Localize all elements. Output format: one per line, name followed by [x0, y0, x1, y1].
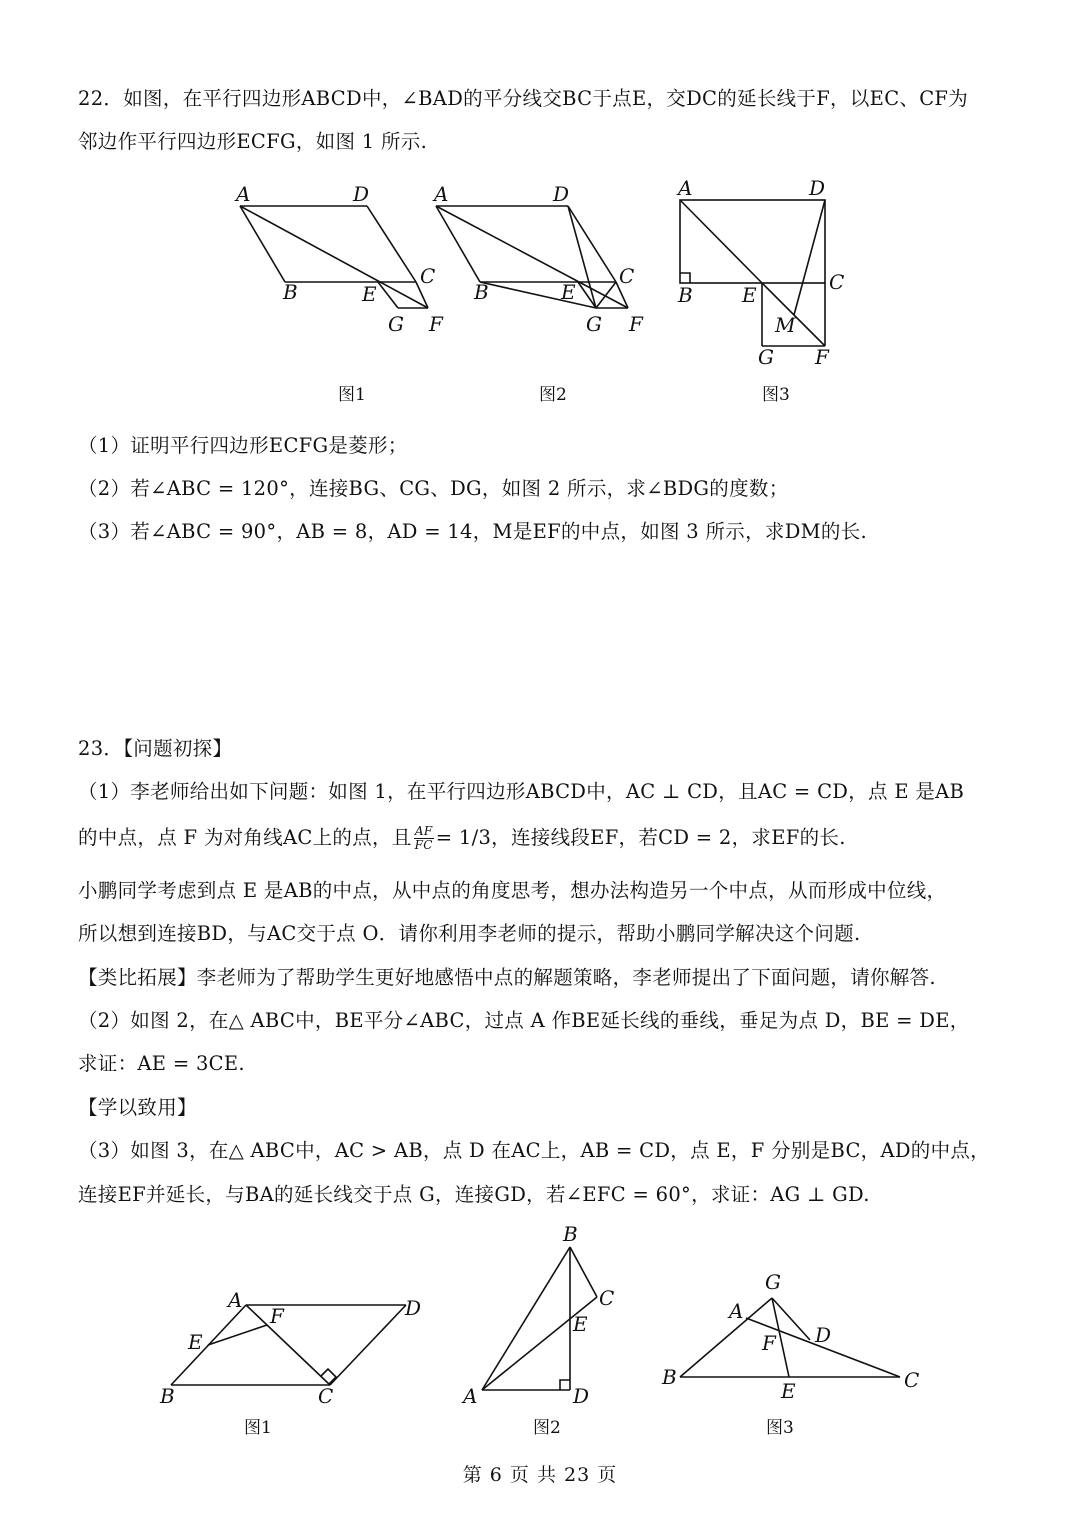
q22-f1-label-e: E	[362, 282, 377, 306]
q22-figure-2	[425, 180, 655, 410]
q22-f3-dm	[794, 200, 825, 315]
q22-f3-ae	[680, 200, 762, 283]
q23-f1-cd	[330, 1305, 406, 1385]
q23-f3-bg	[680, 1298, 772, 1377]
q23-f2-ab	[482, 1247, 570, 1390]
q22-f1-caption: 图1	[338, 385, 366, 405]
q23-f3-label-c: C	[904, 1368, 920, 1392]
q22-f2-label-g: G	[586, 312, 602, 336]
q23-f1-ac	[246, 1305, 330, 1385]
q23-p3-line-1: （3）如图 3，在△ ABC中，AC > AB，点 D 在AC上，AB = CD，点 E，F 分别是BC，AD的中点，	[78, 1139, 990, 1162]
q22-f1-label-b: B	[283, 280, 298, 304]
q23-p2-line-2: 求证：AE = 3CE.	[78, 1052, 245, 1075]
q23-hint-line-1: 小鹏同学考虑到点 E 是AB的中点，从中点的角度思考，想办法构造另一个中点，从而形成中位线，	[78, 879, 947, 902]
q23-fraction	[414, 825, 434, 852]
q22-part-1: （1）证明平行四边形ECFG是菱形；	[78, 434, 408, 457]
q22-line-2: 邻边作平行四边形ECFG，如图 1 所示.	[78, 130, 428, 153]
q23-f1-label-a: A	[228, 1288, 243, 1312]
q22-f3-label-a: A	[678, 176, 693, 200]
q22-part-3: （3）若∠ABC = 90°，AB = 8，AD = 14，M是EF的中点，如图 3 所示，求DM的长.	[78, 520, 867, 543]
q23-hint-line-2: 所以想到连接BD，与AC交于点 O．请你利用李老师的提示，帮助小鹏同学解决这个问题.	[78, 922, 861, 945]
q23-f1-label-f: F	[270, 1304, 284, 1328]
q23-p3-line-2: 连接EF并延长，与BA的延长线交于点 G，连接GD，若∠EFC = 60°，求证：AG ⊥ GD.	[78, 1183, 870, 1206]
q23-f3-label-b: B	[662, 1365, 677, 1389]
q22-f3-label-m: M	[775, 313, 796, 337]
q22-f2-bg	[480, 282, 596, 308]
q22-f2-cg	[596, 282, 616, 308]
q22-f3-label-b: B	[678, 283, 693, 307]
q23-figure-1	[150, 1285, 440, 1445]
q22-f3-label-e: E	[742, 283, 757, 307]
q22-f1-label-d: D	[353, 182, 370, 206]
q22-f2-label-c: C	[619, 264, 635, 288]
q22-f3-right-angle	[680, 273, 690, 283]
q23-f3-label-g: G	[765, 1270, 781, 1294]
q23-p1-line-1: （1）李老师给出如下问题：如图 1，在平行四边形ABCD中，AC ⊥ CD，且AC = CD，点 E 是AB	[78, 780, 965, 803]
q23-fraction-denominator: FC	[414, 838, 433, 852]
q22-f1-label-f: F	[429, 312, 443, 336]
q22-f1-dc	[367, 206, 416, 282]
q23-f3-label-e: E	[781, 1379, 796, 1403]
q22-f2-dc	[568, 206, 616, 282]
q23-f3-label-f: F	[762, 1331, 776, 1355]
q22-f2-label-b: B	[474, 280, 489, 304]
q23-figure-3	[655, 1265, 930, 1445]
page-footer: 第 6 页 共 23 页	[462, 1464, 618, 1486]
q23-f3-label-d: D	[815, 1323, 832, 1347]
q23-f2-right-angle	[560, 1380, 570, 1390]
q23-f3-label-a: A	[729, 1299, 744, 1323]
q23-f1-label-c: C	[318, 1384, 334, 1408]
q22-f1-label-c: C	[420, 264, 436, 288]
q23-f2-ac	[482, 1297, 597, 1390]
q22-f2-label-a: A	[434, 182, 449, 206]
q23-f2-label-b: B	[563, 1222, 578, 1246]
q23-p1-line-2	[78, 824, 1008, 852]
q23-fraction-numerator: AF	[414, 824, 433, 838]
q23-f1-label-b: B	[160, 1384, 175, 1408]
q22-f3-label-g: G	[758, 345, 774, 369]
q22-f2-label-d: D	[553, 182, 570, 206]
q22-f2-label-e: E	[561, 280, 576, 304]
q23-f1-label-e: E	[188, 1330, 203, 1354]
q23-f2-bc	[570, 1247, 597, 1297]
q23-f2-label-a: A	[463, 1384, 478, 1408]
q22-line-1: 22．如图，在平行四边形ABCD中，∠BAD的平分线交BC于点E，交DC的延长线于F，以EC、CF为	[78, 87, 969, 110]
q23-f2-label-d: D	[573, 1384, 590, 1408]
q22-figure-1	[230, 180, 450, 410]
q22-f3-rect-abcd	[680, 200, 825, 283]
q22-f3-label-f: F	[815, 345, 829, 369]
q23-f1-caption: 图1	[244, 1418, 272, 1438]
q22-f1-label-a: A	[236, 182, 251, 206]
q23-extension-line: 【类比拓展】李老师为了帮助学生更好地感悟中点的解题策略，李老师提出了下面问题，请你解答.	[78, 966, 936, 989]
q22-f3-caption: 图3	[762, 385, 790, 405]
q23-f3-gd	[772, 1298, 810, 1340]
q22-f2-caption: 图2	[539, 385, 567, 405]
q23-p1-line-2-post: = 1/3，连接线段EF，若CD = 2，求EF的长.	[435, 826, 846, 849]
q23-p1-line-2-pre: 的中点，点 F 为对角线AC上的点，且	[78, 826, 412, 849]
q23-f3-caption: 图3	[766, 1418, 794, 1438]
q22-f3-label-d: D	[809, 176, 826, 200]
q22-f3-label-c: C	[829, 270, 845, 294]
q23-title: 23．【问题初探】	[78, 737, 233, 760]
q23-f2-label-c: C	[599, 1286, 615, 1310]
q22-part-2: （2）若∠ABC = 120°，连接BG、CG、DG，如图 2 所示，求∠BDG的度数；	[78, 477, 789, 500]
q23-f2-caption: 图2	[533, 1418, 561, 1438]
q22-figure-3	[670, 175, 850, 410]
q23-f1-label-d: D	[405, 1296, 422, 1320]
q23-apply-title: 【学以致用】	[78, 1096, 197, 1119]
q23-f2-label-e: E	[573, 1312, 588, 1336]
q23-figure-2	[455, 1218, 630, 1443]
q22-f1-label-g: G	[388, 312, 404, 336]
q23-p2-line-1: （2）如图 2，在△ ABC中，BE平分∠ABC，过点 A 作BE延长线的垂线，垂足为点 D，BE = DE，	[78, 1009, 970, 1032]
q22-f2-label-f: F	[629, 312, 643, 336]
